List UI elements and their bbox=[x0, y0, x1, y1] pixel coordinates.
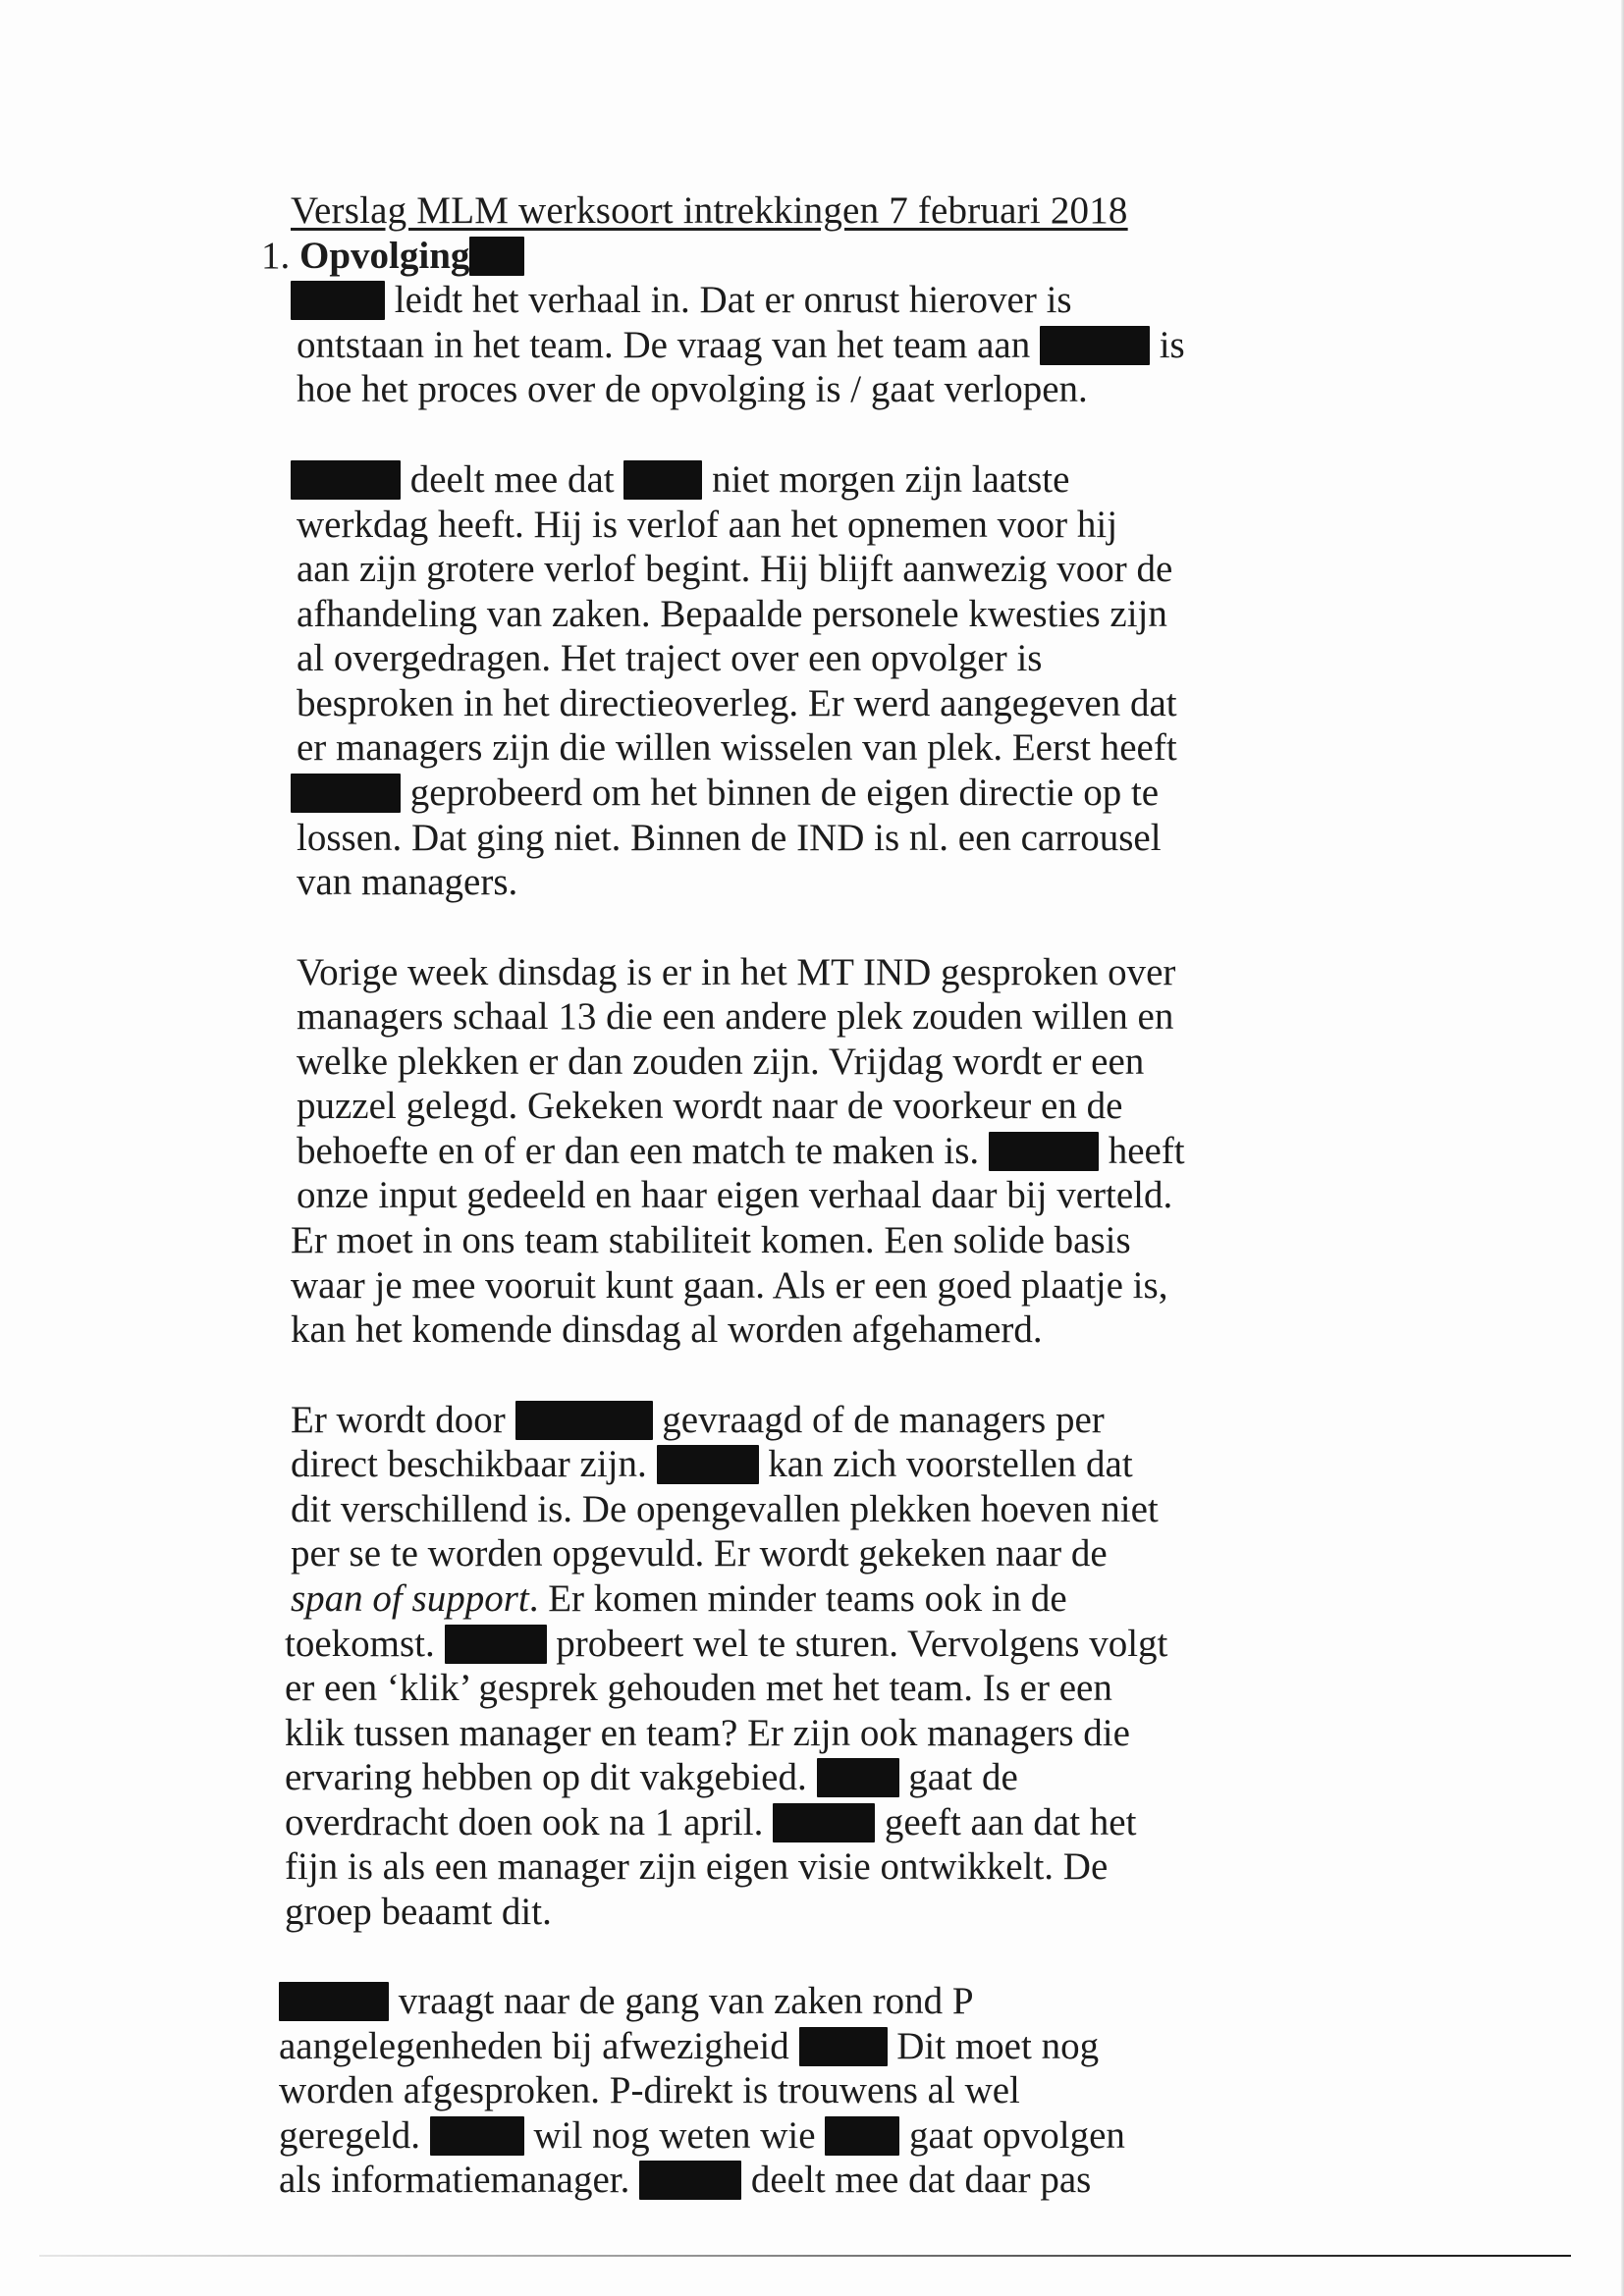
text-segment: Er moet in ons team stabiliteit komen. Een solide basis bbox=[291, 1219, 1131, 1261]
text-segment: als informatiemanager. bbox=[279, 2159, 640, 2201]
text-segment: fijn is als een manager zijn eigen visie ontwikkelt. De bbox=[285, 1845, 1109, 1888]
text-segment: Er wordt door bbox=[291, 1399, 515, 1441]
italic-term: span of support bbox=[291, 1577, 529, 1620]
text-segment: groep beaamt dit. bbox=[285, 1891, 552, 1933]
text-segment: dit verschillend is. De opengevallen plekken hoeven niet bbox=[291, 1488, 1159, 1530]
redaction-block bbox=[291, 460, 401, 500]
text-segment: toekomst. bbox=[285, 1623, 445, 1665]
text-line bbox=[291, 1442, 1133, 1486]
text-segment: Vorige week dinsdag is er in het MT IND gesproken over bbox=[297, 951, 1176, 993]
text-segment: heeft bbox=[1098, 1130, 1185, 1172]
text-segment: aan zijn grotere verlof begint. Hij blijft aanwezig voor de bbox=[297, 548, 1173, 590]
text-segment: kan zich voorstellen dat bbox=[758, 1443, 1133, 1485]
text-line bbox=[297, 636, 1042, 680]
text-line bbox=[291, 771, 1159, 815]
text-line bbox=[297, 950, 1175, 994]
text-line bbox=[291, 1218, 1131, 1262]
redaction-block bbox=[825, 2116, 899, 2156]
redaction-block bbox=[623, 460, 702, 500]
text-segment: wil nog weten wie bbox=[523, 2114, 826, 2157]
redaction-block bbox=[515, 1401, 653, 1440]
text-line bbox=[297, 1084, 1122, 1128]
text-line bbox=[297, 681, 1177, 725]
section-heading bbox=[261, 234, 524, 278]
text-segment: Dit moet nog bbox=[887, 2025, 1100, 2067]
redaction-block bbox=[1040, 326, 1150, 365]
text-segment: puzzel gelegd. Gekeken wordt naar de voorkeur en de bbox=[297, 1085, 1123, 1127]
text-segment: klik tussen manager en team? Er zijn ook managers die bbox=[285, 1712, 1130, 1754]
text-segment: afhandeling van zaken. Bepaalde personele kwesties zijn bbox=[297, 593, 1167, 635]
redaction-block bbox=[773, 1803, 875, 1842]
text-line bbox=[297, 503, 1117, 547]
text-segment: probeert wel te sturen. Vervolgens volgt bbox=[546, 1623, 1168, 1665]
text-segment: vraagt naar de gang van zaken rond P bbox=[389, 1980, 974, 2022]
text-segment: er managers zijn die willen wisselen van plek. Eerst heeft bbox=[297, 726, 1177, 769]
text-segment: ervaring hebben op dit vakgebied. bbox=[285, 1756, 817, 1798]
text-line bbox=[291, 1398, 1105, 1442]
text-segment: er een ‘klik’ gesprek gehouden met het team. Is er een bbox=[285, 1667, 1112, 1709]
text-segment: direct beschikbaar zijn. bbox=[291, 1443, 657, 1485]
text-line bbox=[291, 1487, 1159, 1531]
redaction-block bbox=[469, 237, 524, 276]
text-segment: is bbox=[1149, 324, 1185, 366]
redaction-block bbox=[639, 2161, 741, 2200]
text-line bbox=[291, 1263, 1167, 1308]
text-line bbox=[297, 816, 1162, 860]
document-title: Verslag MLM werksoort intrekkingen 7 februari 2018 bbox=[291, 189, 1128, 232]
text-segment: gaat de bbox=[898, 1756, 1018, 1798]
section-number: 1. bbox=[261, 235, 291, 277]
text-line bbox=[297, 323, 1185, 367]
text-segment: lossen. Dat ging niet. Binnen de IND is nl. een carrousel bbox=[297, 817, 1162, 859]
text-segment: kan het komende dinsdag al worden afgehamerd. bbox=[291, 1308, 1043, 1351]
text-line bbox=[285, 1711, 1130, 1755]
text-segment: managers schaal 13 die een andere plek zouden willen en bbox=[297, 995, 1174, 1038]
text-line bbox=[297, 1173, 1172, 1217]
text-line bbox=[285, 1622, 1167, 1666]
redaction-block bbox=[817, 1758, 899, 1797]
text-segment: . Er komen minder teams ook in de bbox=[528, 1577, 1067, 1620]
text-line bbox=[279, 2113, 1125, 2158]
text-segment: gevraagd of de managers per bbox=[652, 1399, 1105, 1441]
text-line bbox=[297, 592, 1167, 636]
text-segment: welke plekken er dan zouden zijn. Vrijdag wordt er een bbox=[297, 1041, 1145, 1083]
text-line bbox=[285, 1666, 1112, 1710]
text-segment: geregeld. bbox=[279, 2114, 430, 2157]
text-segment: werkdag heeft. Hij is verlof aan het opnemen voor hij bbox=[297, 504, 1118, 546]
redaction-block bbox=[445, 1625, 547, 1664]
redaction-block bbox=[291, 774, 401, 813]
text-segment: al overgedragen. Het traject over een opvolger is bbox=[297, 637, 1043, 679]
text-line bbox=[285, 1890, 552, 1934]
text-segment: besproken in het directieoverleg. Er werd aangegeven dat bbox=[297, 682, 1177, 724]
text-line bbox=[297, 1040, 1144, 1084]
text-line bbox=[297, 994, 1173, 1039]
text-segment: hoe het proces over de opvolging is / gaat verlopen. bbox=[297, 368, 1088, 410]
section-title: Opvolging bbox=[299, 235, 470, 277]
text-segment: van managers. bbox=[297, 861, 518, 903]
text-line bbox=[279, 2158, 1091, 2202]
text-line bbox=[285, 1800, 1136, 1844]
text-segment: per se te worden opgevuld. Er wordt gekeken naar de bbox=[291, 1532, 1108, 1575]
text-line bbox=[297, 860, 517, 904]
text-line bbox=[291, 1308, 1043, 1352]
text-segment: waar je mee vooruit kunt gaan. Als er een goed plaatje is, bbox=[291, 1264, 1168, 1307]
redaction-block bbox=[430, 2116, 524, 2156]
text-line bbox=[297, 367, 1088, 411]
text-line bbox=[291, 1576, 1067, 1621]
text-segment: geprobeerd om het binnen de eigen directie op te bbox=[401, 772, 1160, 814]
text-segment: onze input gedeeld en haar eigen verhaal daar bij verteld. bbox=[297, 1174, 1173, 1216]
text-segment: aangelegenheden bij afwezigheid bbox=[279, 2025, 799, 2067]
text-line bbox=[291, 457, 1069, 502]
text-line bbox=[291, 1531, 1108, 1575]
text-line bbox=[285, 1844, 1108, 1889]
redaction-block bbox=[989, 1132, 1099, 1171]
text-segment: worden afgesproken. P-direkt is trouwens al wel bbox=[279, 2069, 1020, 2111]
footer-rule bbox=[39, 2255, 1571, 2257]
text-line bbox=[279, 2068, 1020, 2112]
text-segment: geeft aan dat het bbox=[875, 1801, 1137, 1843]
text-segment: behoefte en of er dan een match te maken is. bbox=[297, 1130, 989, 1172]
text-segment: overdracht doen ook na 1 april. bbox=[285, 1801, 774, 1843]
text-segment: deelt mee dat daar pas bbox=[741, 2159, 1092, 2201]
redaction-block bbox=[657, 1445, 759, 1484]
text-segment: gaat opvolgen bbox=[899, 2114, 1125, 2157]
redaction-block bbox=[279, 1982, 389, 2021]
text-line bbox=[279, 2024, 1099, 2068]
text-segment: deelt mee dat bbox=[401, 458, 624, 501]
text-line bbox=[297, 1129, 1185, 1173]
text-line bbox=[297, 725, 1177, 770]
text-segment: niet morgen zijn laatste bbox=[702, 458, 1070, 501]
text-line bbox=[279, 1979, 974, 2023]
redaction-block bbox=[291, 281, 385, 320]
text-line bbox=[297, 547, 1172, 591]
text-segment: leidt het verhaal in. Dat er onrust hierover is bbox=[385, 279, 1072, 321]
text-segment: ontstaan in het team. De vraag van het team aan bbox=[297, 324, 1040, 366]
redaction-block bbox=[799, 2027, 888, 2066]
text-line bbox=[291, 278, 1072, 322]
text-line bbox=[285, 1755, 1018, 1799]
